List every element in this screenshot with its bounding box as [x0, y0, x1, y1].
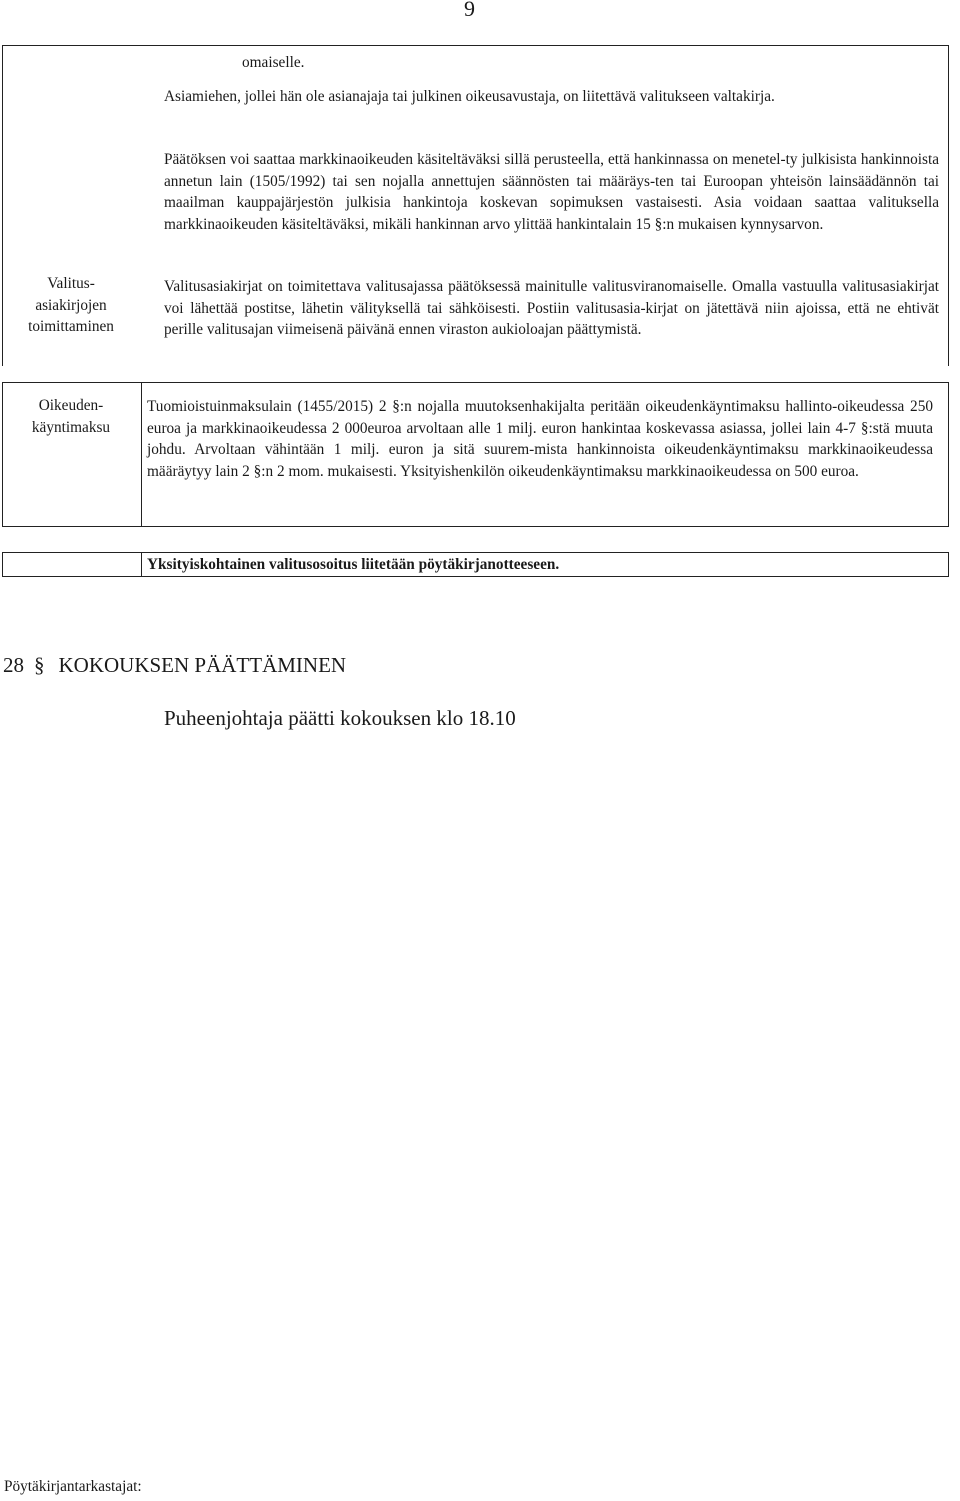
closing-statement: Puheenjohtaja päätti kokouksen klo 18.10 — [164, 706, 516, 730]
court-fee-label: Oikeuden- käyntimaksu — [31, 397, 111, 436]
minutes-checkers-label: Pöytäkirjantarkastajat: — [4, 1478, 142, 1495]
court-fee-block — [2, 382, 949, 527]
market-court-text: Päätöksen voi saattaa markkinaoikeuden käsiteltäväksi sillä perusteella, että hankinnassa on menetel-ty julkisista hankinnoista annetun lain (1505/1992) tai sen nojalla annettujen säännösten tai määräys-ten tai Euroopan yhteisön lainsäädännön tai maailman kauppajärjestön julkisia hankintoja koskevan sopimuksen vastaisesti. Asia voidaan saattaa valituksella markkinaoikeuden käsiteltäväksi, mikäli hankinnan arvo ylittää hankintalain 15 §:n mukaisen kynnysarvon. — [164, 151, 939, 233]
column-divider — [141, 553, 142, 576]
submission-text: Valitusasiakirjat on toimitettava valitusajassa päätöksessä mainitulle valitusviranomaiselle. Omalla vastuulla valitusasiakirjat voi lähettää postitse, lähetin välityksellä tai sähköisesti. Postiin valitusasia-kirjat on jätettävä niin ajoissa, että ne ehtivät perille valitusajan viimeisenä päivänä ennen viraston aukioloajan päättymistä. — [164, 278, 939, 339]
section-symbol: § — [34, 653, 45, 677]
submission-label: Valitus- asiakirjojen toimittaminen — [28, 275, 114, 336]
notice-block — [2, 552, 949, 577]
section-heading — [3, 653, 346, 678]
section-title: KOKOUKSEN PÄÄTTÄMINEN — [58, 653, 347, 677]
continuation-line: omaiselle. — [242, 54, 305, 71]
section-number: 28 — [3, 653, 24, 677]
column-divider — [141, 383, 142, 526]
appeal-instructions-block — [2, 45, 949, 366]
court-fee-text: Tuomioistuinmaksulain (1455/2015) 2 §:n nojalla muutoksenhakijalta peritään oikeudenkäyntimaksu hallinto-oikeudessa 250 euroa ja markkinaoikeudessa 2 000euroa arvoltaan alle 1 milj. euron hankintaa koskevassa asiassa, jollei lain 4-7 §:stä muuta johdu. Arvoltaan vähintään 1 milj. euron ja sitä suurem-mista hankinnoista oikeudenkäyntimaksu markkinaoikeudessa määräytyy lain 2 §:n 2 mom. mukaisesti. Yksityishenkilön oikeudenkäyntimaksu markkinaoikeudessa on 500 euroa. — [147, 398, 933, 480]
power-of-attorney-text: Asiamiehen, jollei hän ole asianajaja tai julkinen oikeusavustaja, on liitettävä valitukseen valtakirja. — [164, 88, 775, 105]
detailed-appeal-notice: Yksityiskohtainen valitusosoitus liitetään pöytäkirjanotteeseen. — [147, 556, 560, 573]
page-number: 9 — [464, 0, 475, 21]
